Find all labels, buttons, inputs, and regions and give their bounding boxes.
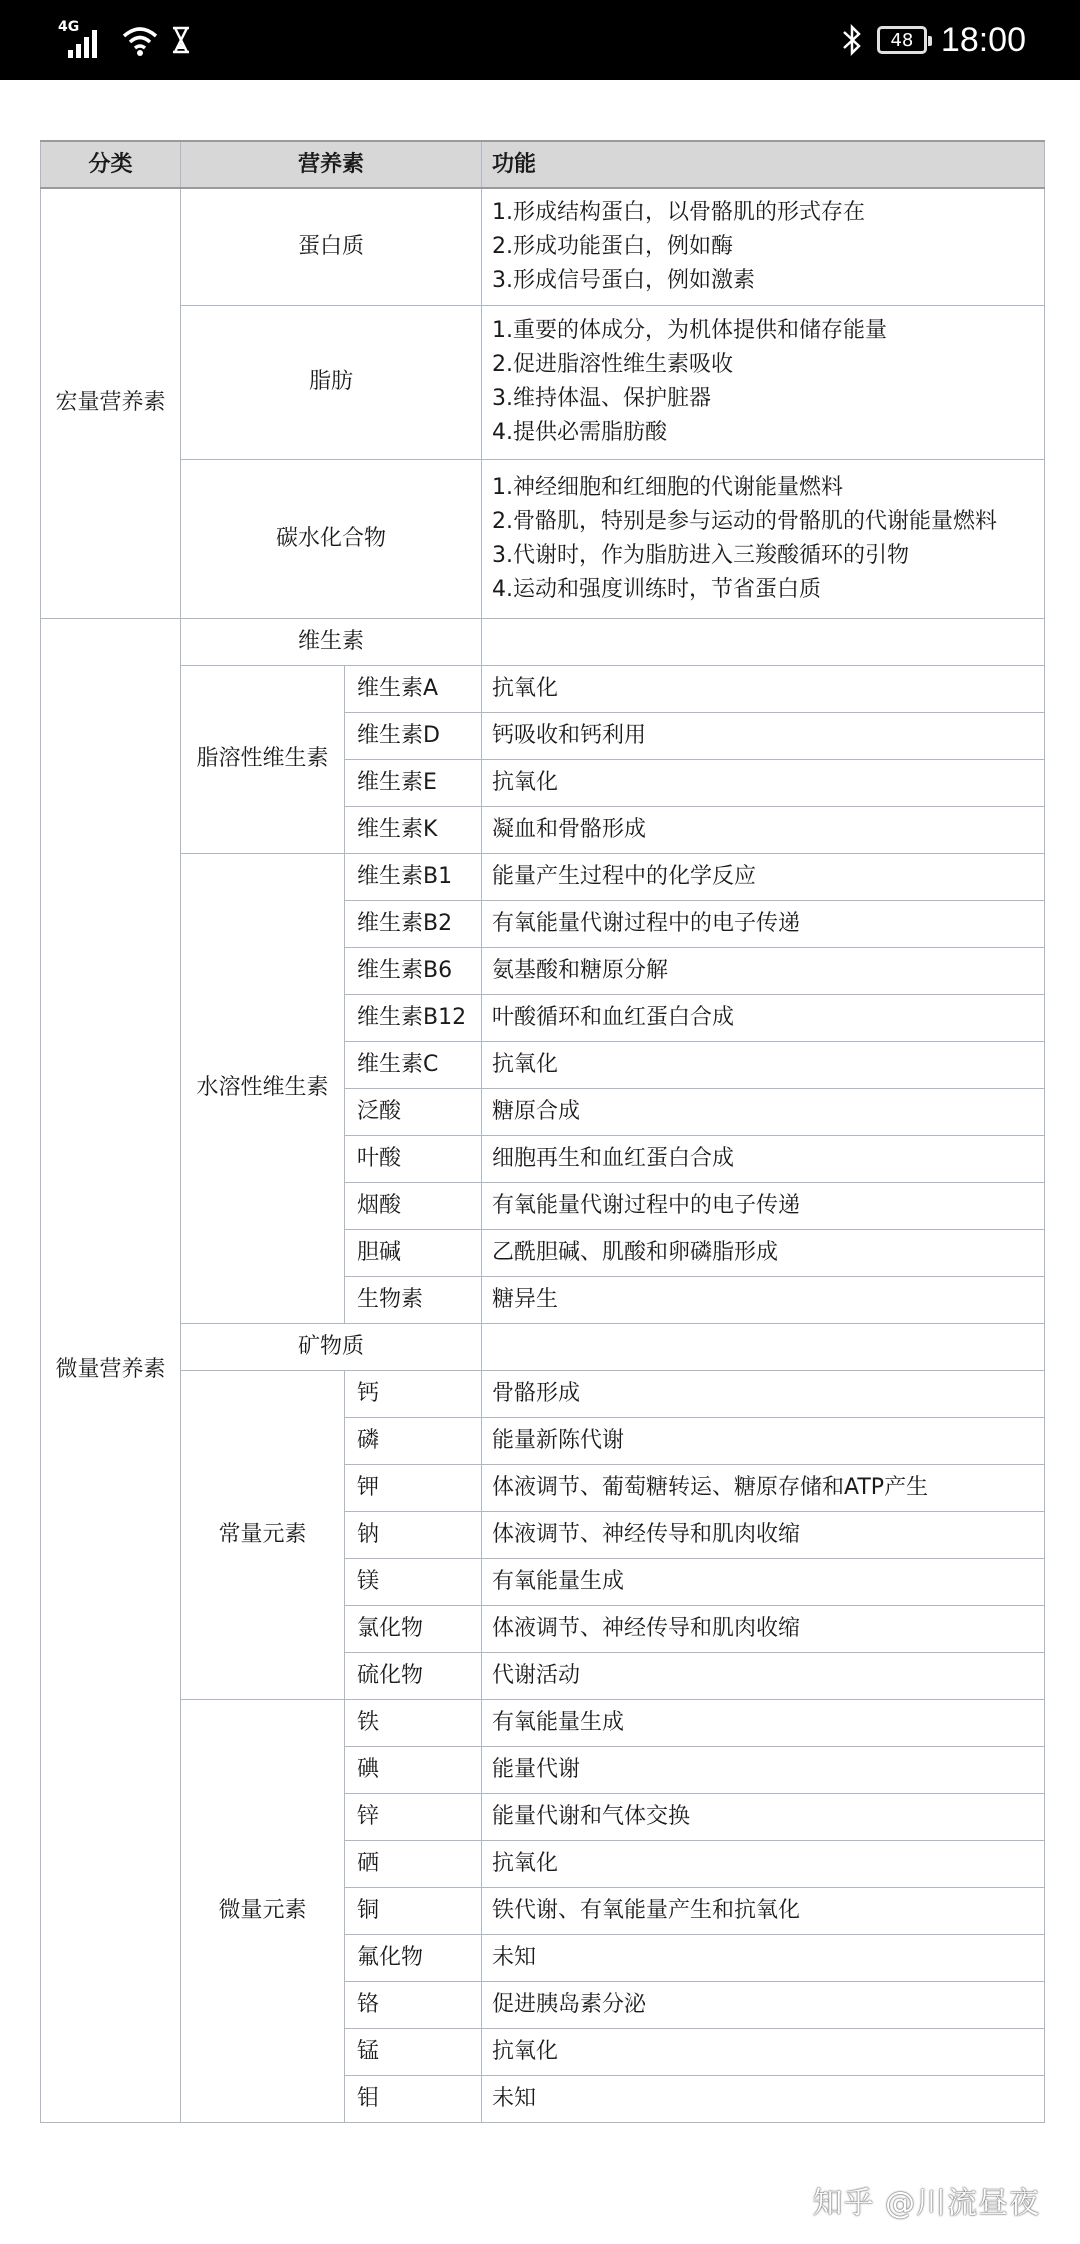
function-line: 2.骨骼肌，特别是参与运动的骨骼肌的代谢能量燃料 <box>492 508 998 534</box>
watermark: 知乎 @川流昼夜 <box>812 2186 1040 2221</box>
nutrient-item-name: 磷 <box>345 1417 482 1464</box>
function-line: 1.重要的体成分，为机体提供和储存能量 <box>492 318 888 343</box>
category-micro: 微量营养素 <box>41 618 181 2122</box>
nutrient-item-name: 碘 <box>345 1746 482 1793</box>
nutrient-item-function: 细胞再生和血红蛋白合成 <box>482 1135 1045 1182</box>
clock: 18:00 <box>940 20 1026 59</box>
header-nutrient: 营养素 <box>181 141 482 188</box>
nutrient-item-name: 钾 <box>345 1464 482 1511</box>
nutrient-item-function: 叶酸循环和血红蛋白合成 <box>482 994 1045 1041</box>
nutrient-item-name: 氯化物 <box>345 1605 482 1652</box>
function-list <box>482 459 1045 618</box>
function-line: 4.提供必需脂肪酸 <box>492 420 668 445</box>
nutrient-item-name: 维生素K <box>345 806 482 853</box>
nutrient-item-function: 能量产生过程中的化学反应 <box>482 853 1045 900</box>
table-row <box>41 305 1045 459</box>
nutrient-item-name: 锰 <box>345 2028 482 2075</box>
nutrient-item-function: 未知 <box>482 2075 1045 2122</box>
nutrition-table <box>40 140 1045 2123</box>
group-fat-soluble: 脂溶性维生素 <box>181 665 345 853</box>
cellular-signal-icon <box>58 20 110 60</box>
minerals-title: 矿物质 <box>181 1323 482 1370</box>
nutrient-name: 蛋白质 <box>181 188 482 305</box>
nutrient-item-function: 氨基酸和糖原分解 <box>482 947 1045 994</box>
table-row <box>41 459 1045 618</box>
nutrient-item-function: 有氧能量生成 <box>482 1699 1045 1746</box>
header-category: 分类 <box>41 141 181 188</box>
nutrient-item-name: 维生素B6 <box>345 947 482 994</box>
nutrient-item-name: 锌 <box>345 1793 482 1840</box>
nutrient-item-name: 铬 <box>345 1981 482 2028</box>
group-major-elements: 常量元素 <box>181 1370 345 1699</box>
function-list <box>482 188 1045 305</box>
nutrient-item-function: 代谢活动 <box>482 1652 1045 1699</box>
nutrient-name: 碳水化合物 <box>181 459 482 618</box>
nutrient-item-name: 维生素D <box>345 712 482 759</box>
nutrient-item-function: 糖异生 <box>482 1276 1045 1323</box>
nutrient-item-name: 维生素B1 <box>345 853 482 900</box>
nutrient-item-name: 维生素B2 <box>345 900 482 947</box>
table-row <box>41 1370 1045 1417</box>
nutrient-item-name: 维生素A <box>345 665 482 712</box>
function-line: 4.运动和强度训练时，节省蛋白质 <box>492 576 822 602</box>
nutrient-item-name: 维生素E <box>345 759 482 806</box>
header-function: 功能 <box>482 141 1045 188</box>
function-line: 2.形成功能蛋白，例如酶 <box>492 233 734 259</box>
function-list <box>482 305 1045 459</box>
nutrient-item-name: 钙 <box>345 1370 482 1417</box>
function-line: 1.形成结构蛋白，以骨骼肌的形式存在 <box>492 199 866 225</box>
status-left <box>58 18 192 62</box>
nutrient-item-function: 有氧能量生成 <box>482 1558 1045 1605</box>
nutrient-item-function: 体液调节、神经传导和肌肉收缩 <box>482 1605 1045 1652</box>
category-macro: 宏量营养素 <box>41 188 181 618</box>
battery-level: 48 <box>890 29 914 51</box>
nutrient-item-name: 泛酸 <box>345 1088 482 1135</box>
status-bar <box>0 0 1080 80</box>
nutrient-item-function: 体液调节、葡萄糖转运、糖原存储和ATP产生 <box>482 1464 1045 1511</box>
nutrient-item-function: 促进胰岛素分泌 <box>482 1981 1045 2028</box>
nutrient-item-function: 糖原合成 <box>482 1088 1045 1135</box>
nutrient-item-function: 抗氧化 <box>482 2028 1045 2075</box>
function-line: 2.促进脂溶性维生素吸收 <box>492 352 734 377</box>
nutrient-item-function: 有氧能量代谢过程中的电子传递 <box>482 900 1045 947</box>
nutrient-item-name: 钠 <box>345 1511 482 1558</box>
table-header-row <box>41 141 1045 188</box>
nutrient-item-name: 生物素 <box>345 1276 482 1323</box>
nutrient-item-name: 氟化物 <box>345 1934 482 1981</box>
nutrient-item-function: 凝血和骨骼形成 <box>482 806 1045 853</box>
wifi-icon <box>120 22 160 58</box>
nutrient-item-function: 抗氧化 <box>482 1041 1045 1088</box>
nutrient-item-name: 铁 <box>345 1699 482 1746</box>
table-row <box>41 618 1045 665</box>
status-right <box>841 16 1026 64</box>
hourglass-icon <box>170 25 192 55</box>
nutrient-item-name: 叶酸 <box>345 1135 482 1182</box>
table-row <box>41 665 1045 712</box>
table-row <box>41 188 1045 305</box>
function-line: 3.维持体温、保护脏器 <box>492 386 712 411</box>
table-row <box>41 1323 1045 1370</box>
nutrient-item-function: 铁代谢、有氧能量产生和抗氧化 <box>482 1887 1045 1934</box>
nutrient-item-function: 未知 <box>482 1934 1045 1981</box>
nutrient-item-function: 抗氧化 <box>482 759 1045 806</box>
function-line: 3.代谢时，作为脂肪进入三羧酸循环的引物 <box>492 542 910 568</box>
nutrient-item-function: 抗氧化 <box>482 1840 1045 1887</box>
nutrient-item-function: 有氧能量代谢过程中的电子传递 <box>482 1182 1045 1229</box>
group-water-soluble: 水溶性维生素 <box>181 853 345 1323</box>
nutrient-item-name: 铜 <box>345 1887 482 1934</box>
table-row <box>41 853 1045 900</box>
battery-indicator <box>877 26 927 54</box>
nutrient-item-name: 钼 <box>345 2075 482 2122</box>
function-empty <box>482 1323 1045 1370</box>
bluetooth-icon <box>841 22 863 58</box>
nutrient-item-function: 抗氧化 <box>482 665 1045 712</box>
nutrient-item-name: 维生素B12 <box>345 994 482 1041</box>
network-type: 4G <box>58 19 80 35</box>
nutrient-name: 脂肪 <box>181 305 482 459</box>
nutrient-item-function: 体液调节、神经传导和肌肉收缩 <box>482 1511 1045 1558</box>
table-body <box>41 188 1045 2122</box>
group-trace-elements: 微量元素 <box>181 1699 345 2122</box>
nutrient-item-name: 维生素C <box>345 1041 482 1088</box>
nutrient-item-name: 烟酸 <box>345 1182 482 1229</box>
nutrient-item-name: 胆碱 <box>345 1229 482 1276</box>
function-empty <box>482 618 1045 665</box>
nutrient-item-name: 硒 <box>345 1840 482 1887</box>
function-line: 1.神经细胞和红细胞的代谢能量燃料 <box>492 474 844 500</box>
table-row <box>41 1699 1045 1746</box>
nutrient-item-function: 能量新陈代谢 <box>482 1417 1045 1464</box>
nutrient-item-name: 镁 <box>345 1558 482 1605</box>
function-line: 3.形成信号蛋白，例如激素 <box>492 267 756 293</box>
nutrient-item-function: 骨骼形成 <box>482 1370 1045 1417</box>
vitamins-title: 维生素 <box>181 618 482 665</box>
nutrient-item-function: 钙吸收和钙利用 <box>482 712 1045 759</box>
nutrient-item-function: 乙酰胆碱、肌酸和卵磷脂形成 <box>482 1229 1045 1276</box>
nutrient-item-function: 能量代谢 <box>482 1746 1045 1793</box>
nutrient-item-function: 能量代谢和气体交换 <box>482 1793 1045 1840</box>
nutrient-item-name: 硫化物 <box>345 1652 482 1699</box>
